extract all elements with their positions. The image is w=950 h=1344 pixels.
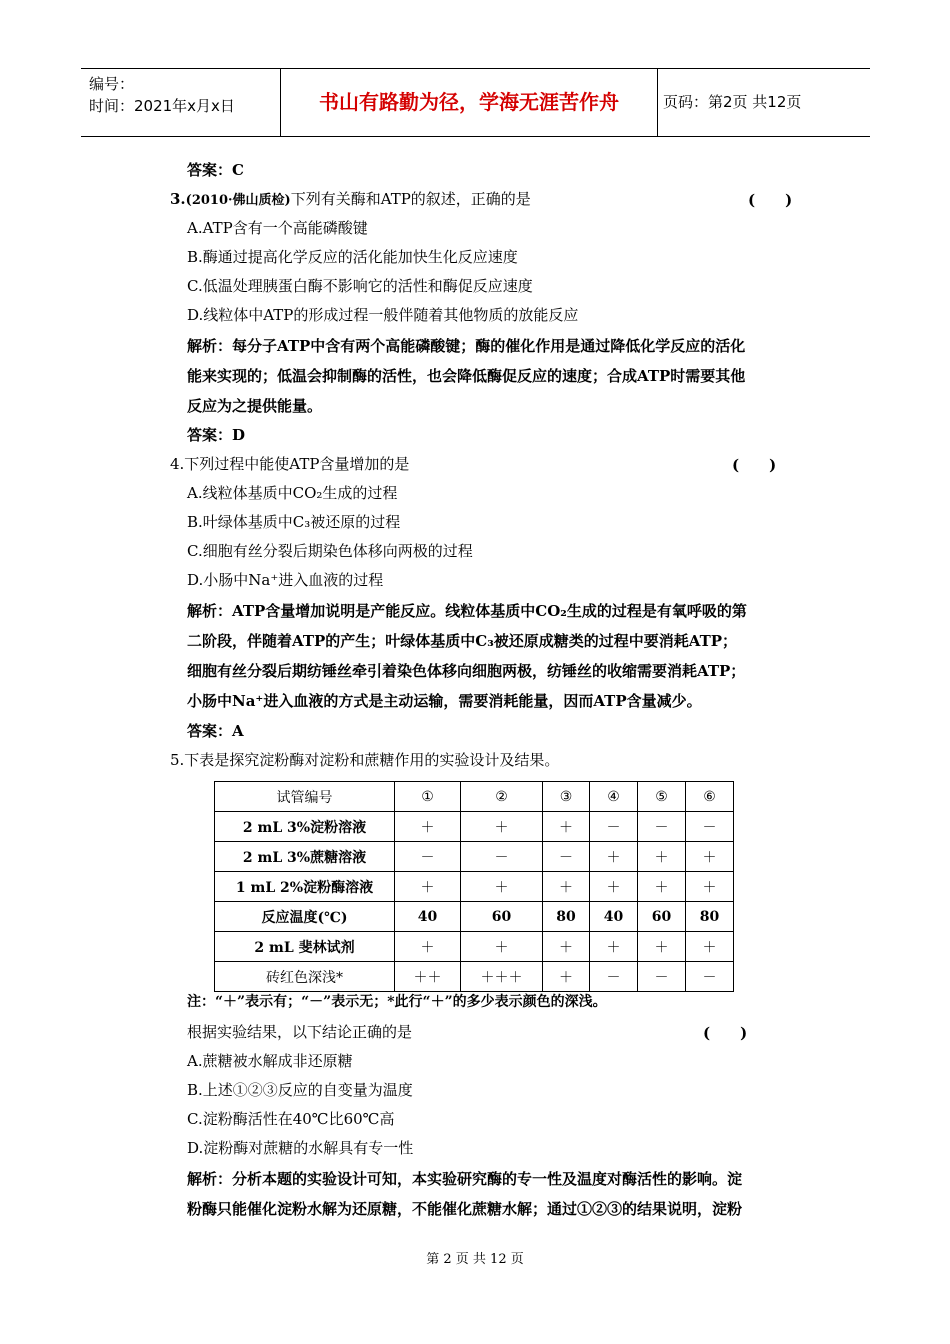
row-label: 1 mL 2%淀粉酶溶液 xyxy=(215,872,395,902)
q4-analysis-line: 解析：ATP含量增加说明是产能反应。线粒体基质中CO₂生成的过程是有氧呼吸的第 xyxy=(187,602,747,620)
time-label: 时间：2021年x月x日 xyxy=(89,97,235,115)
row-label: 反应温度(℃) xyxy=(215,902,395,932)
table-cell: ＋＋ xyxy=(395,962,461,992)
table-row xyxy=(215,962,734,992)
header-left xyxy=(89,73,235,117)
q4-analysis-line: 小肠中Na⁺进入血液的方式是主动运输，需要消耗能量，因而ATP含量减少。 xyxy=(187,692,702,710)
q4-analysis-line: 细胞有丝分裂后期纺锤丝牵引着染色体移向细胞两极，纺锤丝的收缩需要消耗ATP； xyxy=(187,662,746,680)
table-cell: ＋ xyxy=(638,872,686,902)
q5-option-c: C.淀粉酶活性在40℃比60℃高 xyxy=(187,1110,395,1128)
table-cell: ＋ xyxy=(590,842,638,872)
q4-option-d: D.小肠中Na⁺进入血液的过程 xyxy=(187,571,384,589)
table-row xyxy=(215,872,734,902)
q3-stem-text: 下列有关酶和ATP的叙述，正确的是 xyxy=(290,190,531,208)
table-cell: ＋ xyxy=(461,872,543,902)
q4-analysis-line: 二阶段，伴随着ATP的产生；叶绿体基质中C₃被还原成糖类的过程中要消耗ATP； xyxy=(187,632,738,650)
table-row xyxy=(215,932,734,962)
table-cell: ＋ xyxy=(638,842,686,872)
table-cell: － xyxy=(638,812,686,842)
table-header-cell: ④ xyxy=(590,782,638,812)
experiment-table xyxy=(214,781,734,992)
header-divider xyxy=(657,69,658,136)
q3-analysis-line: 反应为之提供能量。 xyxy=(187,397,323,415)
table-cell: ＋ xyxy=(395,812,461,842)
q4-option-a: A.线粒体基质中CO₂生成的过程 xyxy=(187,484,398,502)
table-header-cell: ① xyxy=(395,782,461,812)
table-header-cell: 试管编号 xyxy=(215,782,395,812)
table-row xyxy=(215,812,734,842)
q4-answer: 答案：A xyxy=(187,722,244,740)
table-header-row xyxy=(215,782,734,812)
table-header-cell: ② xyxy=(461,782,543,812)
q5-stem: 5.下表是探究淀粉酶对淀粉和蔗糖作用的实验设计及结果。 xyxy=(170,751,560,769)
header-page-info: 页码：第2页 共12页 xyxy=(663,93,802,111)
q3-option-b: B.酶通过提高化学反应的活化能加快生化反应速度 xyxy=(187,248,518,266)
table-row xyxy=(215,902,734,932)
table-cell: － xyxy=(686,962,734,992)
header-motto: 书山有路勤为径，学海无涯苦作舟 xyxy=(319,90,619,114)
q3-answer: 答案：D xyxy=(187,426,246,444)
table-header-cell: ③ xyxy=(543,782,590,812)
table-cell: － xyxy=(543,842,590,872)
q5-analysis-line: 解析：分析本题的实验设计可知，本实验研究酶的专一性及温度对酶活性的影响。淀 xyxy=(187,1170,743,1188)
table-cell: ＋ xyxy=(461,812,543,842)
q3-analysis-line: 能来实现的；低温会抑制酶的活性，也会降低酶促反应的速度；合成ATP时需要其他 xyxy=(187,367,746,385)
q3-paren: ( ) xyxy=(748,191,793,209)
q5-analysis-line: 粉酶只能催化淀粉水解为还原糖，不能催化蔗糖水解；通过①②③的结果说明，淀粉 xyxy=(187,1200,743,1218)
table-cell: ＋ xyxy=(686,932,734,962)
q3-option-d: D.线粒体中ATP的形成过程一般伴随着其他物质的放能反应 xyxy=(187,306,579,324)
table-cell: 80 xyxy=(543,902,590,932)
answer-c: 答案：C xyxy=(187,161,244,179)
table-cell: － xyxy=(638,962,686,992)
number-label: 编号： xyxy=(89,75,135,93)
q4-option-b: B.叶绿体基质中C₃被还原的过程 xyxy=(187,513,401,531)
q5-option-b: B.上述①②③反应的自变量为温度 xyxy=(187,1081,413,1099)
table-cell: ＋ xyxy=(461,932,543,962)
page-header xyxy=(81,68,870,137)
row-label: 2 mL 3%蔗糖溶液 xyxy=(215,842,395,872)
table-header-cell: ⑥ xyxy=(686,782,734,812)
table-cell: 40 xyxy=(395,902,461,932)
table-cell: 60 xyxy=(461,902,543,932)
table-cell: － xyxy=(686,812,734,842)
table-cell: 80 xyxy=(686,902,734,932)
q3-option-a: A.ATP含有一个高能磷酸键 xyxy=(187,219,368,237)
table-cell: ＋ xyxy=(686,872,734,902)
row-label: 2 mL 斐林试剂 xyxy=(215,932,395,962)
q4-stem: 4.下列过程中能使ATP含量增加的是 xyxy=(170,455,410,473)
q5-option-d: D.淀粉酶对蔗糖的水解具有专一性 xyxy=(187,1139,414,1157)
table-cell: 40 xyxy=(590,902,638,932)
q3-number: 3. xyxy=(170,190,186,208)
table-cell: ＋ xyxy=(590,872,638,902)
q3-stem xyxy=(170,189,531,211)
table-cell: ＋ xyxy=(395,932,461,962)
q4-option-c: C.细胞有丝分裂后期染色体移向两极的过程 xyxy=(187,542,473,560)
table-row xyxy=(215,842,734,872)
table-cell: ＋＋＋ xyxy=(461,962,543,992)
table-cell: － xyxy=(590,962,638,992)
table-cell: － xyxy=(461,842,543,872)
q5-question: 根据实验结果，以下结论正确的是 xyxy=(187,1023,413,1041)
table-note: 注：“＋”表示有；“－”表示无；*此行“＋”的多少表示颜色的深浅。 xyxy=(187,994,607,1010)
q3-analysis-line: 解析：每分子ATP中含有两个高能磷酸键；酶的催化作用是通过降低化学反应的活化 xyxy=(187,337,746,355)
table-cell: ＋ xyxy=(543,962,590,992)
table-cell: ＋ xyxy=(590,932,638,962)
row-label: 砖红色深浅* xyxy=(215,962,395,992)
row-label: 2 mL 3%淀粉溶液 xyxy=(215,812,395,842)
table-cell: ＋ xyxy=(395,872,461,902)
table-cell: ＋ xyxy=(543,812,590,842)
table-header-cell: ⑤ xyxy=(638,782,686,812)
q5-paren: ( ) xyxy=(703,1024,748,1042)
table-cell: ＋ xyxy=(543,932,590,962)
table-cell: － xyxy=(590,812,638,842)
table-cell: ＋ xyxy=(686,842,734,872)
q3-option-c: C.低温处理胰蛋白酶不影响它的活性和酶促反应速度 xyxy=(187,277,533,295)
table-cell: ＋ xyxy=(543,872,590,902)
q4-paren: ( ) xyxy=(732,456,777,474)
q5-option-a: A.蔗糖被水解成非还原糖 xyxy=(187,1052,353,1070)
table-cell: 60 xyxy=(638,902,686,932)
q3-source: (2010·佛山质检) xyxy=(185,193,291,208)
table-cell: － xyxy=(395,842,461,872)
page-footer: 第 2 页 共 12 页 xyxy=(426,1252,524,1267)
table-cell: ＋ xyxy=(638,932,686,962)
